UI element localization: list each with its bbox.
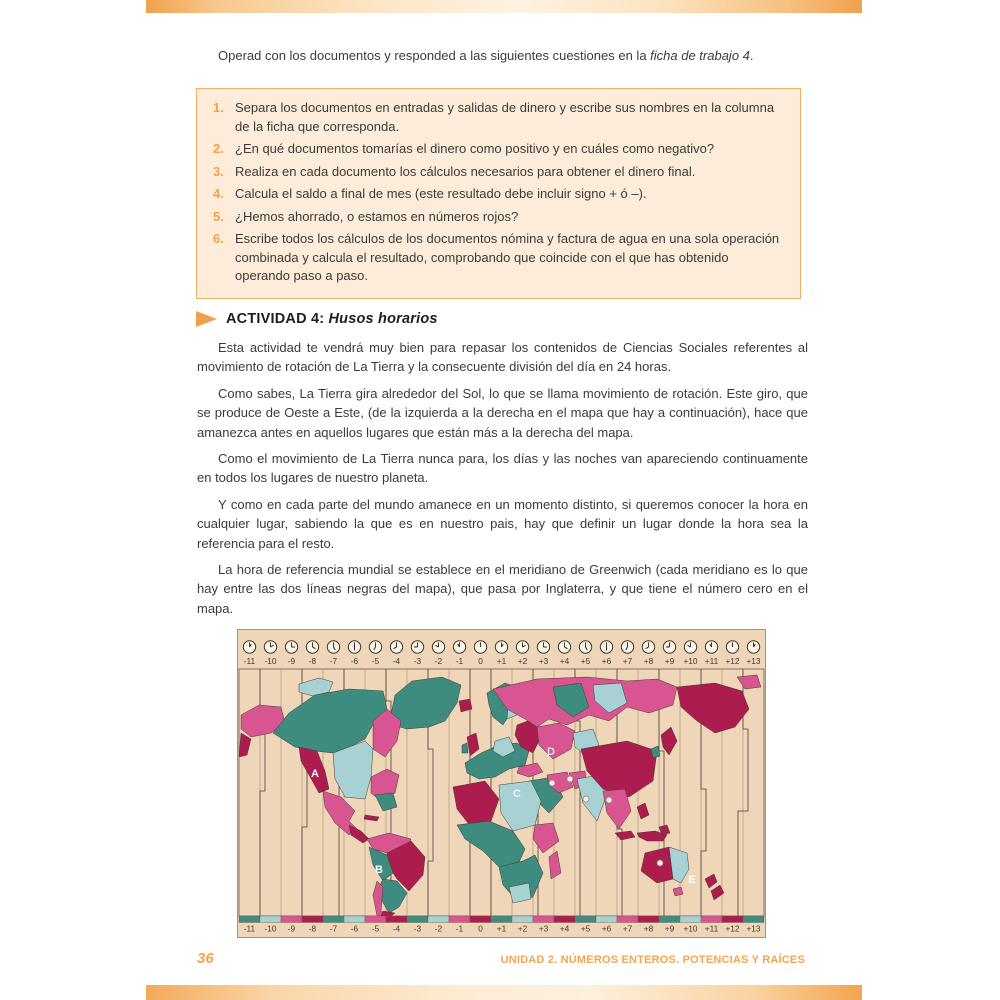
task-item-number: 2. — [213, 141, 224, 156]
zone-label: +5 — [580, 656, 591, 666]
strip-segment — [575, 916, 596, 923]
intro-paragraph — [197, 46, 837, 65]
clock-icon — [642, 641, 654, 653]
zone-label: +8 — [643, 923, 654, 934]
paragraph-4: Y como en cada parte del mundo amanece en un momento distinto, si queremos conocer la hora en cualquier lugar, sabiendo la que es en nuestro pais, hay que definir un lugar donde la hora sea la referencia para el resto. — [197, 496, 808, 551]
zone-label: 0 — [478, 656, 483, 666]
zone-label: +7 — [622, 923, 633, 934]
activity-subtitle: Husos horarios — [328, 311, 438, 327]
zone-label: +4 — [559, 923, 570, 934]
strip-segment — [449, 916, 470, 923]
task-item-3 — [213, 163, 784, 182]
activity-heading — [196, 311, 438, 327]
task-item-number: 5. — [213, 208, 224, 224]
strip-segment — [386, 916, 407, 923]
zone-label: +3 — [538, 923, 549, 934]
task-item-5 — [213, 208, 784, 227]
strip-segment — [743, 916, 764, 923]
timezone-world-map — [237, 629, 766, 938]
clock-icon — [705, 641, 717, 653]
task-item-number: 4. — [213, 186, 224, 201]
chapter-title: UNIDAD 2. NÚMEROS ENTEROS. POTENCIAS Y RAÍCES — [500, 954, 805, 966]
clock-icon — [537, 641, 549, 653]
task-item-number: 3. — [213, 163, 224, 179]
clock-icon — [684, 641, 696, 653]
strip-segment — [239, 916, 260, 923]
zone-label: +1 — [496, 656, 507, 666]
clock-icon — [579, 641, 591, 653]
zone-label: +2 — [517, 923, 528, 934]
clock-icon — [411, 641, 423, 653]
strip-segment — [407, 916, 428, 923]
strip-segment — [344, 916, 365, 923]
task-item-2 — [213, 140, 784, 159]
zone-label: +6 — [601, 923, 612, 934]
strip-segment — [428, 916, 449, 923]
task-item-number: 1. — [213, 100, 224, 115]
clock-icon — [306, 641, 318, 653]
paragraph-5: La hora de referencia mundial se establece en el meridiano de Greenwich (cada meridiano es lo que hay entre las dos líneas negras del mapa), que pasa por Inglaterra, y que tiene el número cero en el mapa. — [197, 562, 808, 616]
zone-label: -4 — [392, 656, 401, 666]
zone-label: -3 — [413, 656, 422, 666]
zone-label: +13 — [746, 923, 761, 934]
clock-icon — [726, 641, 738, 653]
intro-period: . — [749, 48, 754, 63]
city-dot-icon — [657, 860, 663, 866]
zone-label: -2 — [434, 656, 443, 666]
clock-icon — [453, 641, 465, 653]
clock-icon — [474, 641, 486, 653]
map-letter-C: C — [513, 788, 521, 800]
zone-label: -1 — [455, 923, 464, 934]
clock-icon — [243, 641, 255, 653]
zone-label: +11 — [704, 656, 719, 666]
zone-label: +12 — [725, 656, 740, 666]
paragraph-1: Esta actividad te vendrá muy bien para repasar los contenidos de Ciencias Sociales referentes al movimiento de rotación de La Tierra y la consecuente división del día en 24 horas. — [197, 340, 808, 375]
zone-label: +10 — [683, 656, 698, 666]
intro-text: Operad con los documentos y responded a las siguientes cuestiones en la — [218, 48, 651, 63]
strip-segment — [302, 916, 323, 923]
zone-label: +2 — [517, 656, 528, 666]
clock-icon — [264, 641, 276, 653]
map-letter-B: B — [375, 864, 383, 876]
strip-segment — [554, 916, 575, 923]
zone-label: -8 — [308, 656, 317, 666]
zone-label: +4 — [559, 656, 570, 666]
zone-label: -8 — [308, 923, 317, 934]
strip-segment — [533, 916, 554, 923]
task-item-text: Realiza en cada documento los cálculos necesarios para obtener el dinero final. — [235, 163, 696, 179]
zone-label: -9 — [287, 656, 296, 666]
strip-segment — [701, 916, 722, 923]
map-letter-E: E — [688, 874, 696, 886]
clock-icon — [348, 641, 360, 653]
task-item-4 — [213, 185, 784, 204]
zone-label: +1 — [496, 923, 507, 934]
clock-icon — [432, 641, 444, 653]
task-item-text: Calcula el saldo a final de mes (este resultado debe incluir signo + ó –). — [235, 186, 647, 201]
strip-segment — [323, 916, 344, 923]
zone-label: +9 — [664, 656, 675, 666]
clock-icon — [495, 641, 507, 653]
strip-segment — [512, 916, 533, 923]
zone-label: +9 — [664, 923, 675, 934]
zone-label: -2 — [434, 923, 443, 934]
activity-arrow-icon — [196, 311, 217, 327]
page-number: 36 — [197, 950, 214, 967]
zone-label: +6 — [601, 656, 612, 666]
strip-segment — [659, 916, 680, 923]
strip-segment — [260, 916, 281, 923]
strip-segment — [680, 916, 701, 923]
zone-label: +3 — [538, 656, 549, 666]
bottom-decoration-bar — [146, 985, 862, 1000]
zone-label: -11 — [243, 923, 256, 934]
city-dot-icon — [567, 776, 573, 782]
intro-italic-text: ficha de trabajo 4 — [650, 48, 750, 63]
task-item-6 — [213, 230, 784, 286]
city-dot-icon — [606, 797, 612, 803]
strip-segment — [722, 916, 743, 923]
task-item-text: ¿Hemos ahorrado, o estamos en números rojos? — [235, 208, 519, 224]
zone-label: -5 — [371, 656, 380, 666]
strip-segment — [491, 916, 512, 923]
strip-segment — [638, 916, 659, 923]
city-dot-icon — [549, 780, 555, 786]
top-decoration-bar — [146, 0, 862, 13]
clock-icon — [621, 641, 633, 653]
map-letter-D: D — [547, 746, 555, 758]
task-item-text: Separa los documentos en entradas y salidas de dinero y escribe sus nombres en la columna de la ficha que corresponda. — [235, 100, 775, 134]
strip-segment — [617, 916, 638, 923]
task-item-number: 6. — [213, 231, 224, 246]
task-item-1 — [213, 99, 784, 136]
zone-label: -1 — [455, 656, 464, 666]
zone-label: -10 — [264, 923, 277, 934]
zone-label: -3 — [413, 923, 422, 934]
strip-segment — [470, 916, 491, 923]
zone-label: -4 — [392, 923, 401, 934]
zone-label: -6 — [350, 656, 359, 666]
zone-label: +13 — [746, 656, 761, 666]
clock-icon — [390, 641, 402, 653]
strip-segment — [281, 916, 302, 923]
clock-icon — [558, 641, 570, 653]
activity-title — [226, 311, 438, 327]
city-dot-icon — [583, 796, 589, 802]
task-item-text: ¿En qué documentos tomarías el dinero como positivo y en cuáles como negativo? — [235, 141, 715, 156]
body-paragraphs — [197, 338, 808, 625]
zone-label: -6 — [350, 923, 359, 934]
strip-segment — [596, 916, 617, 923]
zone-label: +10 — [683, 923, 698, 934]
zone-label: +7 — [622, 656, 633, 666]
map-letter-A: A — [311, 768, 319, 780]
clock-icon — [327, 641, 339, 653]
paragraph-2: Como sabes, La Tierra gira alrededor del Sol, lo que se llama movimiento de rotación. Este giro, que se produce de Oeste a Este, (de la izquierda a la derecha en el mapa que hay a continuación), hace que amanezca antes en aquellos lugares que están más a la derecha del mapa. — [197, 385, 808, 440]
zone-label: -5 — [371, 923, 380, 934]
zone-label: +8 — [643, 656, 654, 666]
strip-segment — [365, 916, 386, 923]
clock-icon — [600, 641, 612, 653]
zone-label: -10 — [264, 656, 277, 666]
clock-icon — [285, 641, 297, 653]
zone-label: +12 — [725, 923, 740, 934]
paragraph-3: Como el movimiento de La Tierra nunca para, los días y las noches van apareciendo continuamente en todos los lugares de nuestro planeta. — [197, 451, 808, 486]
clock-icon — [369, 641, 381, 653]
task-item-text: Escribe todos los cálculos de los documentos nómina y factura de agua en una sola operación combinada y calcula el resultado, comprobando que coincide con el que has obtenido operando paso a paso. — [235, 231, 780, 283]
zone-label: -7 — [329, 656, 338, 666]
zone-label: -11 — [243, 656, 256, 666]
timezone-map-svg — [237, 629, 766, 938]
zone-label: +11 — [704, 923, 719, 934]
zone-label: -7 — [329, 923, 338, 934]
clock-icon — [663, 641, 675, 653]
zone-label: -9 — [287, 923, 296, 934]
zone-label: +5 — [580, 923, 591, 934]
timezone-color-strip — [239, 916, 764, 923]
zone-label: 0 — [478, 923, 483, 934]
clock-icon — [516, 641, 528, 653]
activity-label: ACTIVIDAD 4: — [226, 311, 325, 327]
clock-icon — [747, 641, 759, 653]
task-box — [196, 88, 801, 299]
